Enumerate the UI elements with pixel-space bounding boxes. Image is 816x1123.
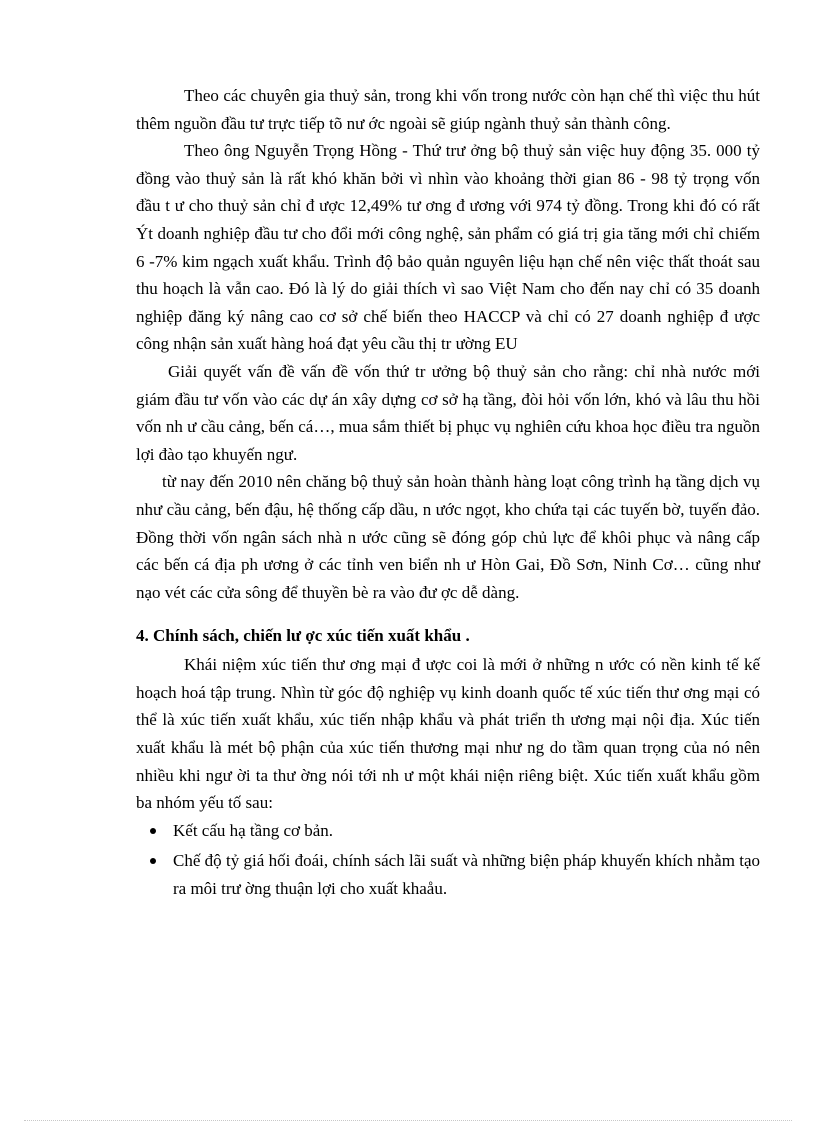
section-heading: 4. Chính sách, chiến lư ợc xúc tiến xuất khẩu .	[136, 626, 470, 646]
paragraph-3: Giải quyết vấn đề vấn đề vốn thứ tr ưởng bộ thuỷ sản cho rằng: chỉ nhà nước mới giám đầu tư vốn vào các dự án xây dựng cơ sở hạ tầng, đòi hỏi vốn lớn, khó và lâu thu hồi vốn nh ư cầu cảng, bến cá…, mua sắm thiết bị phục vụ nghiên cứu khoa học điều tra nguồn lợi đào tạo khuyến ngư.	[136, 361, 760, 464]
paragraph-4: từ nay đến 2010 nên chăng bộ thuỷ sản hoàn thành hàng loạt công trình hạ tầng dịch vụ như cầu cảng, bến đậu, hệ thống cấp dầu, n ước ngọt, kho chứa tại các tuyến bờ, tuyến đảo. Đồng thời vốn ngân sách nhà n ước cũng sẽ đóng góp chủ lực để khôi phục và nâng cấp các bến cá địa ph ương ở các tỉnh ven biển nh ư Hòn Gai, Đồ Sơn, Ninh Cơ… cũng như nạo vét các cửa sông để thuyền bè ra vào đư ợc dễ dàng.	[136, 472, 760, 602]
paragraph-1: Theo các chuyên gia thuỷ sản, trong khi vốn trong nước còn hạn chế thì việc thu hút thêm nguồn đầu tư trực tiếp tõ nư ớc ngoài sẽ giúp ngành thuỷ sản thành công.	[136, 86, 760, 133]
bullet-item-text: Chế độ tỷ giá hối đoái, chính sách lãi suất và những biện pháp khuyến khích nhằm tạo ra môi trư ờng thuận lợi cho xuất khaåu.	[173, 851, 760, 899]
bullet-item-2	[136, 847, 760, 902]
bullet-dot-icon	[150, 858, 156, 864]
document-page	[136, 82, 760, 906]
bullet-item-1	[136, 817, 760, 845]
bullet-dot-icon	[150, 828, 156, 834]
bullet-list	[136, 817, 760, 903]
section-paragraph: Khái niệm xúc tiến thư ơng mại đ ược coi là mới ở những n ước có nền kinh tế kế hoạch hoá tập trung. Nhìn từ góc độ nghiệp vụ kinh doanh quốc tế xúc tiến thư ơng mại có thể là xúc tiến xuất khẩu, xúc tiến nhập khẩu và phát triển th ương mại nội địa. Xúc tiến xuất khẩu là mét bộ phận của xúc tiến thương mại như ng do tầm quan trọng của nó nên nhiều khi ngư ời ta thư ờng nói tới nh ư một khái niện riêng biệt. Xúc tiến xuất khẩu gồm ba nhóm yếu tố sau:	[136, 655, 760, 813]
paragraph-2: Theo ông Nguyễn Trọng Hồng - Thứ trư ởng bộ thuỷ sản việc huy động 35. 000 tỷ đồng vào thuỷ sản là rất khó khăn bởi vì nhìn vào khoảng thời gian 86 - 98 tỷ trọng vốn đầu t ư cho thuỷ sản chỉ đ ược 12,49% tư ơng đ ương với 974 tỷ đồng. Trong khi đó có rất Ýt doanh nghiệp đầu tư cho đổi mới công nghệ, sản phẩm có giá trị gia tăng mới chỉ chiếm 6 -7% kim ngạch xuất khẩu. Trình độ bảo quản nguyên liệu hạn chế nên việc thất thoát sau thu hoạch là vẫn cao. Đó là lý do giải thích vì sao Việt Nam cho đến nay chỉ có 35 doanh nghiệp đăng ký nâng cao cơ sở chế biến theo HACCP và chỉ có 27 doanh nghiệp đ ược công nhận sản xuất hàng hoá đạt yêu cầu thị tr ường EU	[136, 141, 760, 354]
page-bottom-divider	[24, 1120, 792, 1121]
bullet-item-text: Kết cấu hạ tầng cơ bản.	[173, 820, 334, 840]
